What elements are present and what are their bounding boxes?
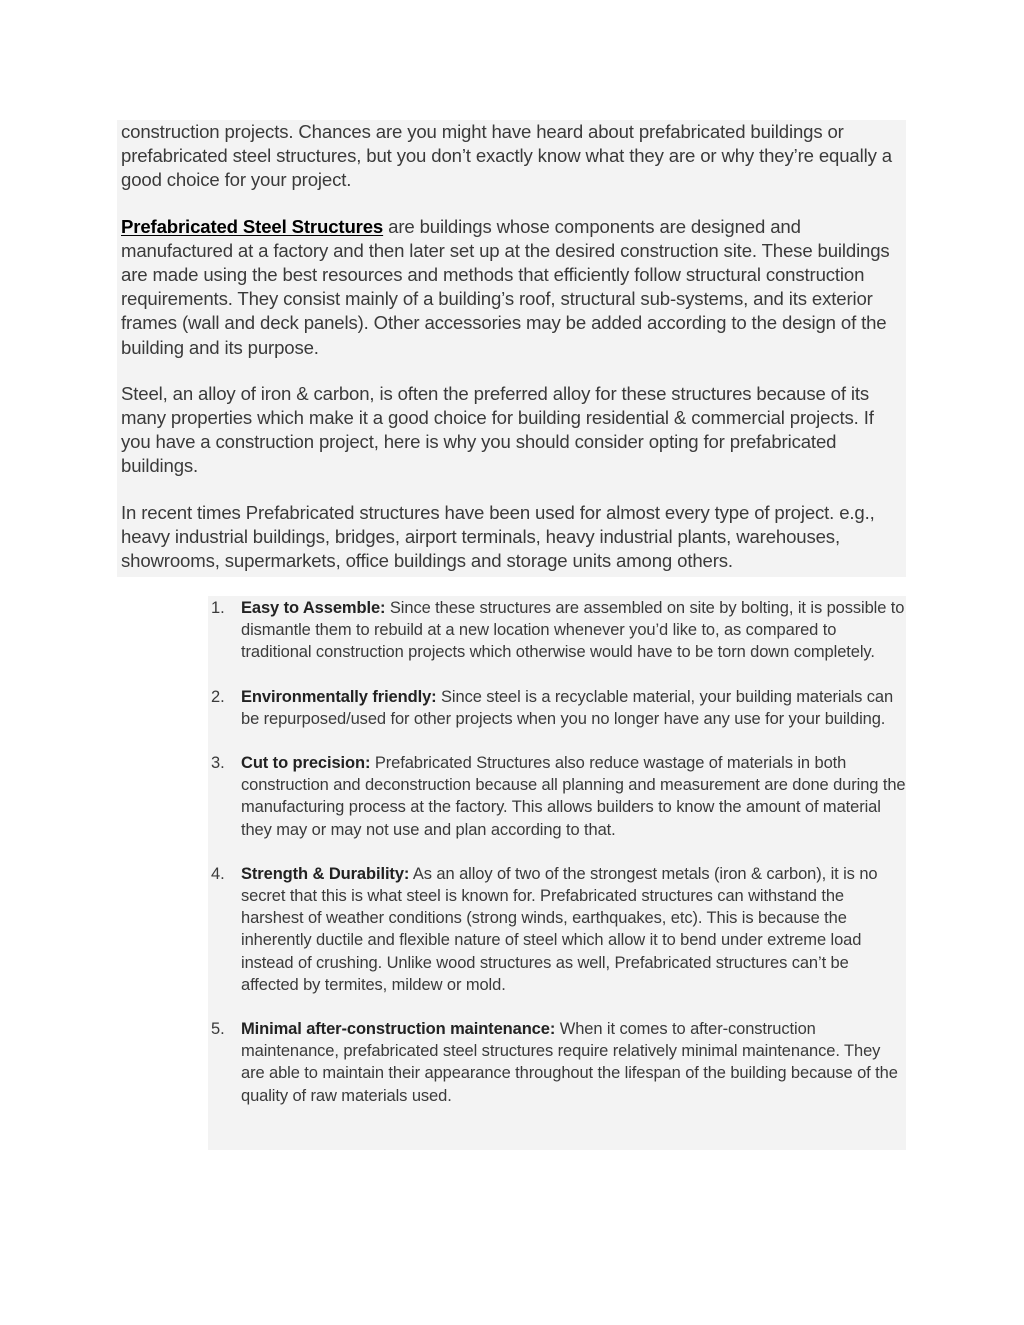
list-item-number: 4. — [211, 864, 225, 883]
intro-paragraph-2 — [121, 215, 906, 360]
list-item-title: Strength & Durability: — [241, 864, 410, 883]
list-item-text: As an alloy of two of the strongest metals (iron & carbon), it is no secret that this is what steel is known for. Prefabricated structures can withstand the harshest of weather conditions (strong winds, earthquakes, etc). This is because the inherently ductile and flexible nature of steel which allow it to bend under extreme load instead of crushing. Unlike wood structures as well, Prefabricated structures can’t be affected by termites, mildew or mold. — [241, 864, 878, 994]
prefabricated-steel-structures-link[interactable]: Prefabricated Steel Structures — [121, 215, 384, 237]
intro-paragraph-3: Steel, an alloy of iron & carbon, is often the preferred alloy for these structures because of its many properties which make it a good choice for building residential & commercial projects. If you have a construction project, here is why you should consider opting for prefabricated buildings. — [121, 382, 874, 477]
list-item-title: Easy to Assemble: — [241, 599, 386, 617]
list-item-number: 2. — [211, 687, 225, 706]
intro-paragraph-4: In recent times Prefabricated structures have been used for almost every type of project. e.g., heavy industrial buildings, bridges, airport terminals, heavy industrial plants, warehouses, showrooms, supermarkets, office buildings and storage units among others. — [121, 501, 875, 572]
list-item-text: Since these structures are assembled on site by bolting, it is possible to dismantle them to rebuild at a new location whenever you’d like to, as compared to traditional construction projects which otherwise would have to be torn down completely. — [241, 599, 905, 662]
list-item-title: Minimal after-construction maintenance: — [241, 1020, 556, 1039]
list-item — [208, 686, 906, 730]
list-item-title: Environmentally friendly: — [241, 687, 437, 706]
list-item — [208, 863, 906, 996]
list-item-number: 3. — [211, 754, 225, 773]
intro-paragraph-2-text: are buildings whose components are designed and manufactured at a factory and then later set up at the desired construction site. These buildings are made using the best resources and methods that efficiently follow structural construction requirements. They consist mainly of a building’s roof, structural sub-systems, and its exterior frames (wall and deck panels). Other accessories may be added according to the design of the building and its purpose. — [121, 215, 890, 358]
list-item-number: 5. — [211, 1020, 225, 1039]
benefits-list — [208, 596, 906, 1150]
list-item-title: Cut to precision: — [241, 754, 371, 773]
list-item — [208, 752, 906, 841]
list-item — [208, 1018, 906, 1107]
list-item-text: When it comes to after-construction maintenance, prefabricated steel structures require relatively minimal maintenance. They are able to maintain their appearance throughout the lifespan of the building because of the quality of raw materials used. — [241, 1020, 898, 1105]
intro-paragraph-1: construction projects. Chances are you might have heard about prefabricated buildings or prefabricated steel structures, but you don’t exactly know what they are or why they’re equally a good choice for your project. — [121, 121, 892, 191]
intro-section — [117, 120, 906, 577]
list-item-text: Prefabricated Structures also reduce wastage of materials in both construction and deconstruction because all planning and measurement are done during the manufacturing process at the factory. This allows builders to know the amount of material they may or may not use and plan according to that. — [241, 754, 906, 839]
list-item-text: Since steel is a recyclable material, your building materials can be repurposed/used for other projects when you no longer have any use for your building. — [241, 687, 894, 728]
list-item — [208, 597, 906, 664]
list-item-number: 1. — [211, 599, 225, 617]
